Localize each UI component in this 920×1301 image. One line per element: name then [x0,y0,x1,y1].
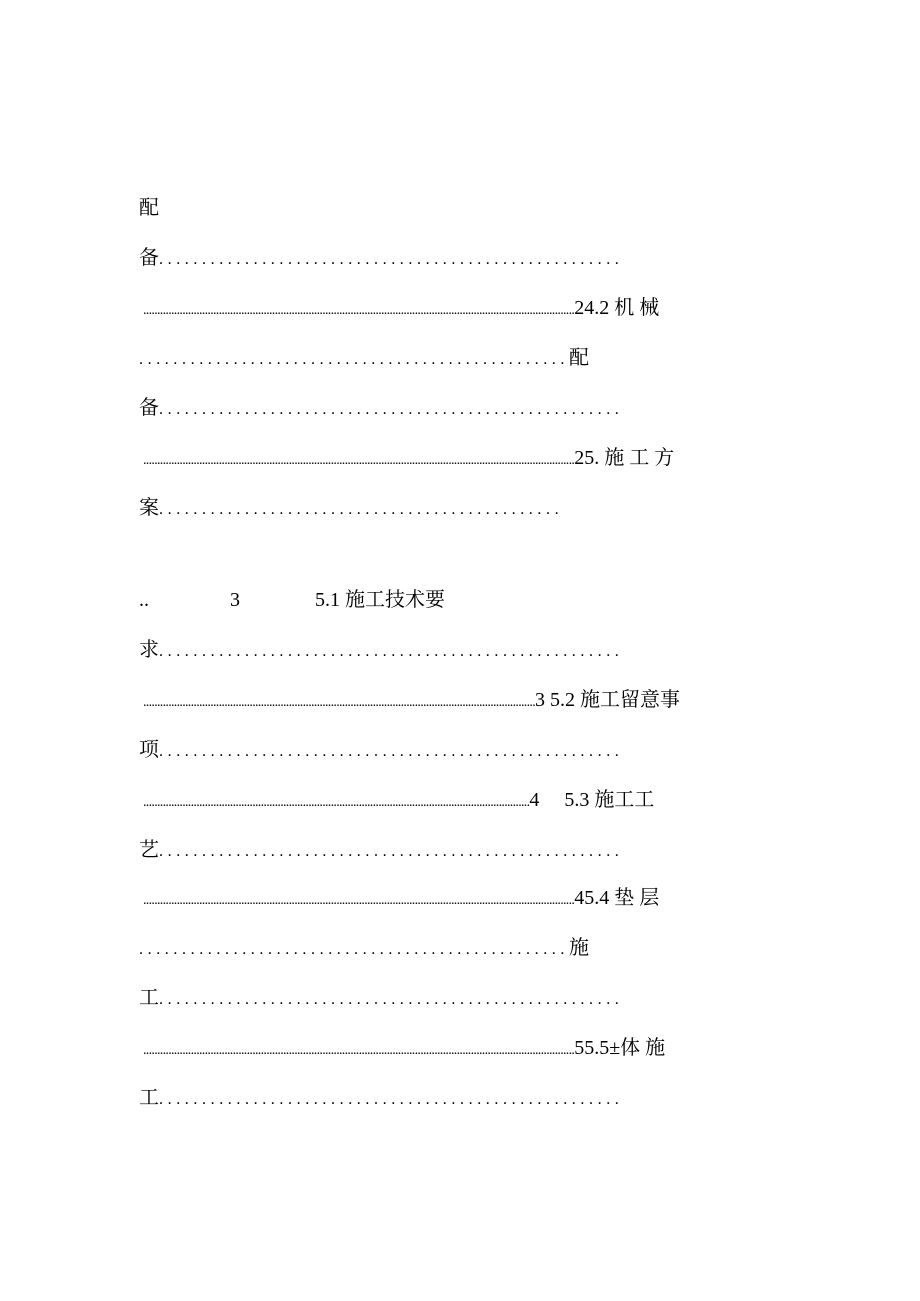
toc-line-1 [139,196,159,220]
toc-line-17 [143,1036,665,1063]
leader-dots: ...................................................... [159,1091,624,1108]
toc-line-3 [143,296,659,323]
toc-line-5 [139,396,623,422]
toc-entry-text: 25. 施 工 方 [574,447,675,469]
toc-text: .. [139,589,149,611]
toc-text: 工 [139,987,159,1009]
toc-line-8-b [230,588,240,612]
toc-text: 项 [139,739,159,761]
toc-line-7 [139,496,563,522]
leader-dots: .................................................. [139,941,569,958]
leader-dots: .......................................................................................................................................................... [143,893,575,908]
toc-entry-text: 5.1 施工技术要 [315,589,445,611]
toc-text: 艺 [139,839,159,861]
leader-dots: .......................................................................................................................................... [143,795,530,810]
leader-dots: ...................................................... [159,843,624,860]
toc-line-6 [143,446,674,473]
leader-dots: ...................................................... [159,251,624,268]
leader-dots: ............................................... [159,501,564,518]
leader-dots: .................................................. [139,351,569,368]
leader-dots: ...................................................... [159,991,624,1008]
toc-text: 案 [139,497,159,519]
toc-line-11 [139,738,623,764]
leader-dots: ...................................................... [159,743,624,760]
toc-text: 备 [139,247,159,269]
toc-line-16 [139,986,623,1012]
toc-line-14 [143,886,659,913]
toc-line-18 [139,1086,623,1112]
toc-line-8-a [139,588,149,612]
toc-line-2 [139,246,623,272]
leader-dots: ............................................................................................................................................ [143,695,536,710]
toc-entry-text: 45.4 垫 层 [574,887,660,909]
toc-text: 备 [139,397,159,419]
toc-line-4 [139,346,589,372]
toc-line-15 [139,936,589,962]
toc-text: 施 [569,937,589,959]
toc-entry-text: 4 5.3 施工工 [529,789,655,811]
toc-line-9 [139,638,623,664]
toc-line-10 [143,688,680,715]
toc-page-number: 3 [230,589,240,611]
toc-text: 配 [139,197,159,219]
toc-text: 配 [569,347,589,369]
leader-dots: ...................................................... [159,643,624,660]
leader-dots: .......................................................................................................................................................... [143,303,575,318]
leader-dots: .......................................................................................................................................................... [143,1043,575,1058]
toc-line-13 [139,838,623,864]
toc-text: 求 [139,639,159,661]
toc-line-12 [143,788,654,815]
toc-line-8-c [315,588,445,612]
leader-dots: ...................................................... [159,401,624,418]
toc-entry-text: 55.5±体 施 [574,1037,666,1059]
leader-dots: .......................................................................................................................................................... [143,453,575,468]
toc-entry-text: 24.2 机 械 [574,297,660,319]
toc-text: 工 [139,1087,159,1109]
toc-entry-text: 3 5.2 施工留意事 [535,689,681,711]
